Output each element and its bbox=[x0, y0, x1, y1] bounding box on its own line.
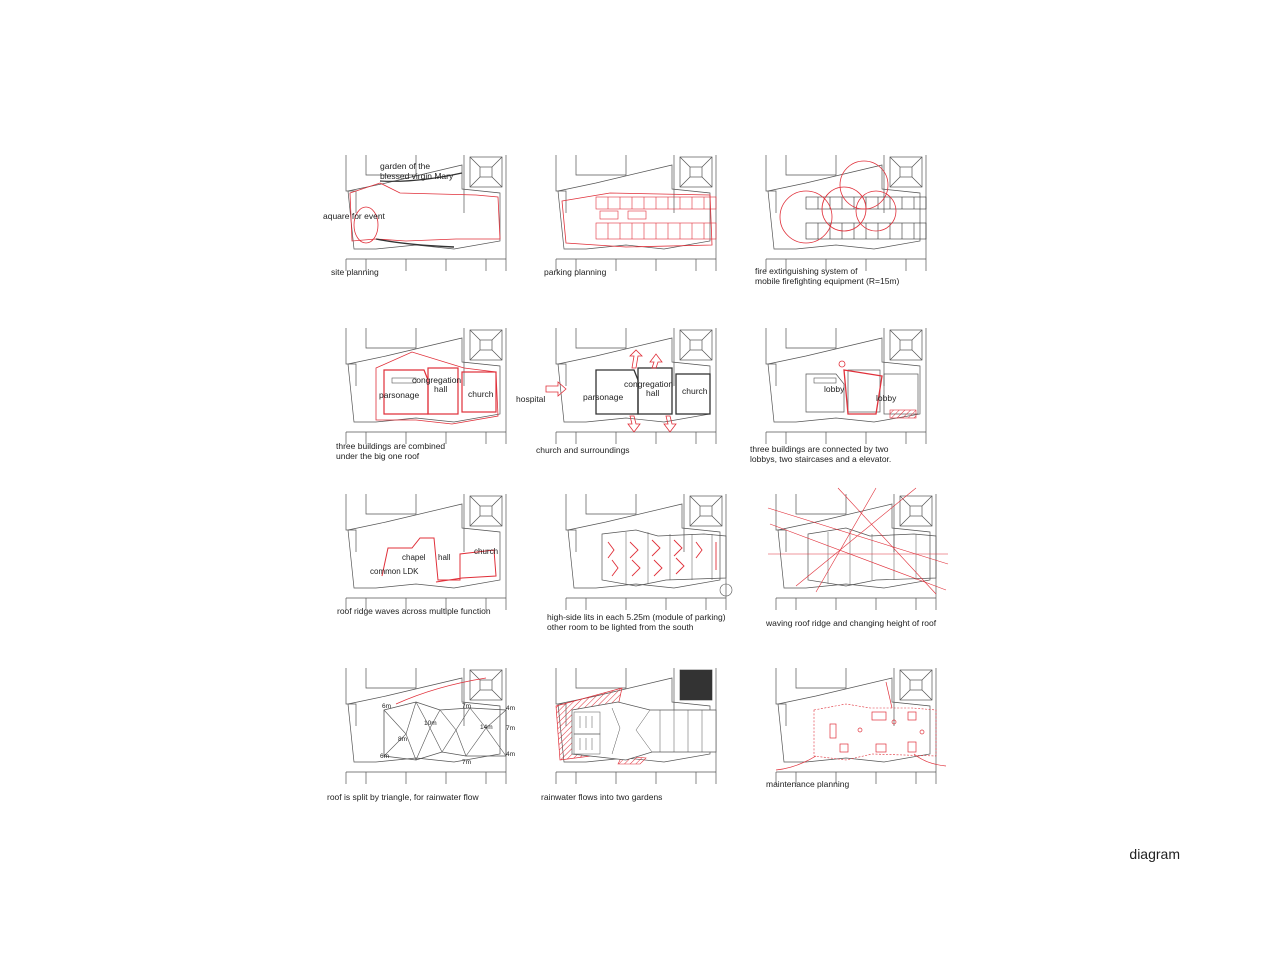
label-church: church bbox=[468, 389, 494, 399]
label-parsonage: parsonage bbox=[379, 390, 420, 400]
label-event-square: aquare for event bbox=[323, 211, 385, 221]
caption-waving-roof-ridge: waving roof ridge and changing height of roof bbox=[766, 618, 937, 628]
label-church: church bbox=[474, 547, 499, 556]
label-common-ldk: common LDK bbox=[370, 567, 419, 576]
label-dim-10m: 10m bbox=[424, 720, 437, 727]
caption-maintenance-planning: maintenance planning bbox=[766, 779, 850, 789]
panel-rainwater-gardens bbox=[556, 668, 716, 784]
label-church: church bbox=[682, 386, 708, 396]
caption-church-surroundings: church and surroundings bbox=[536, 445, 630, 455]
caption-parking-planning: parking planning bbox=[544, 267, 607, 277]
panel-buildings-connected bbox=[766, 328, 926, 444]
label-hall: hall bbox=[646, 388, 660, 398]
label-dim-4m-top: 4m bbox=[506, 705, 516, 712]
panel-fire-extinguishing bbox=[766, 155, 926, 271]
label-dim-8m: 8m bbox=[398, 736, 408, 743]
label-lobby-1: lobby bbox=[824, 384, 845, 394]
label-dim-6m-top: 6m bbox=[382, 703, 392, 710]
sheet-title: diagram bbox=[1129, 846, 1180, 862]
panel-three-buildings-combined bbox=[346, 328, 506, 444]
label-dim-14m: 14m bbox=[480, 724, 493, 731]
caption-roof-triangle: roof is split by triangle, for rainwater flow bbox=[327, 792, 479, 802]
caption-three-buildings-combined: three buildings are combined under the big one roof bbox=[336, 441, 446, 461]
label-garden-line2: blessed virgin Mary bbox=[380, 171, 454, 181]
label-dim-7m-top: 7m bbox=[462, 703, 472, 710]
caption-high-side-lits: high-side lits in each 5.25m (module of parking) other room to be lighted from the south bbox=[547, 612, 726, 632]
panel-maintenance-planning bbox=[776, 668, 946, 784]
caption-buildings-connected: three buildings are connected by two lobbys, two staircases and a elevator. bbox=[750, 444, 892, 464]
label-chapel: chapel bbox=[402, 553, 426, 562]
panel-roof-ridge-waves bbox=[346, 494, 506, 610]
panel-site-planning bbox=[323, 155, 506, 271]
panel-high-side-lits bbox=[566, 494, 732, 610]
label-dim-7m-bottom: 7m bbox=[462, 759, 472, 766]
label-congregation: congregation bbox=[624, 379, 674, 389]
label-hall: hall bbox=[434, 384, 448, 394]
label-dim-4m-bottom: 4m bbox=[506, 751, 516, 758]
caption-site-planning: site planning bbox=[331, 267, 379, 277]
label-dim-7m-right: 7m bbox=[506, 725, 516, 732]
panel-waving-roof-ridge bbox=[768, 488, 948, 610]
caption-roof-ridge-waves: roof ridge waves across multiple function bbox=[337, 606, 491, 616]
label-garden-line1: garden of the bbox=[380, 161, 431, 171]
label-hall: hall bbox=[438, 553, 451, 562]
label-dim-6m-bottom: 6m bbox=[380, 753, 390, 760]
panel-parking-planning bbox=[556, 155, 716, 271]
caption-fire-extinguishing: fire extinguishing system of mobile firefighting equipment (R=15m) bbox=[755, 266, 900, 286]
caption-rainwater-gardens: rainwater flows into two gardens bbox=[541, 792, 663, 802]
label-congregation: congregation bbox=[412, 375, 462, 385]
label-parsonage: parsonage bbox=[583, 392, 624, 402]
label-hospital: hospital bbox=[516, 394, 546, 404]
label-lobby-2: lobby bbox=[876, 393, 897, 403]
panel-church-surroundings bbox=[516, 328, 716, 444]
panel-roof-triangle bbox=[346, 668, 515, 784]
